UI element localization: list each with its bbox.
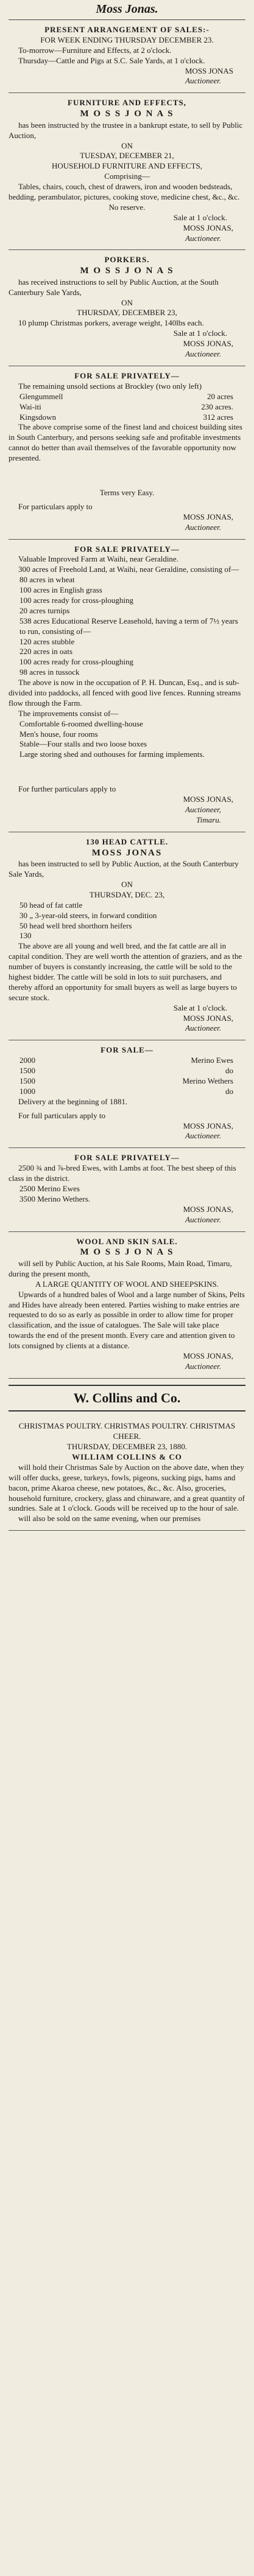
ad-auctioneer-name: WILLIAM COLLINS & CO xyxy=(72,1452,182,1462)
list-item: 3500 Merino Wethers. xyxy=(19,1194,91,1203)
cattle-list xyxy=(9,900,245,942)
ad-description: will hold their Christmas Sale by Auction on the above date, when they will offer ducks, geese, turkeys, fowls, pigeons, sucking pigs, hams and bacon, prime Akaroa cheese, new potatoes, &c., &c. Also, groceries, household furniture, crockery, glass and chinaware, and a great quantity of sundries. Sale at 1 o'clock. Goods will be received up to the hour of sale. xyxy=(9,1462,245,1513)
ad-role: Auctioneer. xyxy=(185,233,221,243)
list-item: 130 xyxy=(19,931,32,941)
ad-signature: MOSS JONAS, xyxy=(183,512,233,521)
list-item: 1500 do xyxy=(19,1066,233,1076)
improvements-list xyxy=(9,719,245,761)
list-item: 100 acres in English grass xyxy=(19,585,102,595)
ad-improvements: The improvements consist of— xyxy=(18,708,119,718)
list-item: Large storing shed and outhouses for farming implements. xyxy=(19,750,205,759)
ad-description: The above comprise some of the finest land and choicest building sites in South Canterbury, and persons seeking safe and profitable investments cannot do better than avail themselves of the favorable opportunity now presented. xyxy=(9,422,242,463)
ad-title: FOR SALE PRIVATELY— xyxy=(74,1153,180,1163)
ad-merino-sale xyxy=(9,1040,245,1148)
ad-tail: will also be sold on the same evening, when our premises xyxy=(18,1514,201,1523)
list-item: 120 acres stubble xyxy=(19,636,75,646)
lot-list xyxy=(9,392,245,423)
list-item: Kingsdown 312 acres xyxy=(19,412,233,422)
list-item: 2500 Merino Ewes xyxy=(19,1184,80,1193)
list-item: 20 acres turnips xyxy=(19,605,70,615)
ad-ewes-private xyxy=(9,1148,245,1231)
list-item: Comfortable 6-roomed dwelling-house xyxy=(19,719,143,728)
ad-particulars: For particulars apply to xyxy=(18,501,93,511)
list-item: 100 acres ready for cross-ploughing xyxy=(19,595,133,605)
ad-title: WOOL AND SKIN SALE. xyxy=(76,1236,178,1246)
ad-intro: 300 acres of Freehold Land, at Waihi, near Geraldine, consisting of— xyxy=(18,565,239,574)
ad-intro: will sell by Public Auction, at his Sale Rooms, Main Road, Timaru, during the present month, xyxy=(9,1258,232,1278)
ad-christmas-poultry xyxy=(9,1416,245,1531)
ad-description: Tables, chairs, couch, chest of drawers, iron and wooden bedsteads, bedding, perambulator, pictures, cooking stove, medicine chest, &c., &c. xyxy=(9,182,240,201)
ad-role: Auctioneer. xyxy=(185,1361,221,1371)
list-item: 80 acres in wheat xyxy=(19,575,75,585)
list-item: 2000 Merino Ewes xyxy=(19,1056,233,1065)
ad-auctioneer-name: M O S S J O N A S xyxy=(80,1247,174,1258)
ad-present-arrangement xyxy=(9,20,245,93)
ad-signature: MOSS JONAS, xyxy=(183,1013,233,1023)
ad-auctioneer-name: MOSS JONAS xyxy=(91,848,163,858)
ad-title: FOR SALE PRIVATELY— xyxy=(74,371,180,380)
ad-description: Upwards of a hundred bales of Wool and a large number of Skins, Pelts and Hides have already been entered. Parties wishing to make entries are requested to do so as early as possible in order to allow time for proper classification, and the issue of catalogues. The Sale will take place towards the end of the present month. Every care and attention given to lots consigned by clients at a distance. xyxy=(9,1289,245,1351)
masthead-collins: W. Collins and Co. xyxy=(9,1385,245,1412)
ad-comprising: Comprising— xyxy=(104,172,150,181)
ad-items: HOUSEHOLD FURNITURE AND EFFECTS, xyxy=(51,161,203,171)
list-item: 50 head of fat cattle xyxy=(19,900,83,910)
ad-title: CHRISTMAS POULTRY. CHRISTMAS POULTRY. CHRISTMAS CHEER. xyxy=(18,1421,236,1441)
ad-on: ON xyxy=(121,298,133,307)
ad-intro: has been instructed by the trustee in a bankrupt estate, to sell by Public Auction, xyxy=(9,120,243,140)
list-item: 100 acres ready for cross-ploughing xyxy=(19,657,133,667)
ad-description: The above is now in the occupation of P. H. Duncan, Esq., and is sub-divided into paddocks, all fenced with good live fences. Running streams flow through the Farm. xyxy=(9,678,241,708)
ad-porkers xyxy=(9,250,245,366)
list-item: 538 acres Educational Reserve Leasehold, having a term of 7½ years to run, consisting of— xyxy=(19,616,238,636)
ad-auctioneer-name: M O S S J O N A S xyxy=(80,266,174,276)
list-item: 50 head well bred shorthorn heifers xyxy=(19,921,132,930)
list-item: 1000 do xyxy=(19,1086,233,1096)
ad-role: Auctioneer. xyxy=(185,349,221,359)
ad-intro: has been instructed to sell by Public Auction, at the South Canterbury Sale Yards, xyxy=(9,859,239,879)
ad-date: THURSDAY, DECEMBER 23, xyxy=(77,308,177,318)
ad-subtitle: FOR WEEK ENDING THURSDAY DECEMBER 23. xyxy=(40,35,214,44)
ad-signature: MOSS JONAS, xyxy=(183,339,233,349)
ad-time: Sale at 1 o'clock. xyxy=(173,1003,227,1012)
acreage-list xyxy=(9,575,245,678)
sheep-list xyxy=(9,1056,245,1097)
ad-particulars: For further particulars apply to xyxy=(18,784,116,794)
ad-title: FURNITURE AND EFFECTS, xyxy=(68,98,186,108)
list-item: Men's house, four rooms xyxy=(19,729,98,739)
ad-waihi-farm xyxy=(9,540,245,832)
ad-role: Auctioneer. xyxy=(185,1214,221,1224)
ad-intro: has received instructions to sell by Public Auction, at the South Canterbury Sale Yards, xyxy=(9,277,219,297)
ad-terms: Terms very Easy. xyxy=(99,487,155,497)
ad-date: TUESDAY, DECEMBER 21, xyxy=(80,151,174,161)
ad-signature: MOSS JONAS xyxy=(185,66,233,75)
ad-date: THURSDAY, DECEMBER 23, 1880. xyxy=(66,1442,188,1452)
list-item: Wai-iti 230 acres. xyxy=(19,402,233,411)
ad-wool-skin xyxy=(9,1232,245,1379)
ad-title: FOR SALE PRIVATELY— xyxy=(74,544,180,554)
ad-role: Auctioneer. xyxy=(185,76,221,86)
list-item: 98 acres in tussock xyxy=(19,667,80,677)
list-item: 1500 Merino Wethers xyxy=(19,1076,233,1085)
ad-auctioneer-name: M O S S J O N A S xyxy=(80,109,174,119)
ad-date: THURSDAY, DEC. 23, xyxy=(89,889,165,899)
ad-on: ON xyxy=(121,879,133,889)
list-item: 30 „ 3-year-old steers, in forward condition xyxy=(19,910,157,920)
ad-title: FOR SALE— xyxy=(101,1045,153,1055)
list-item: Glengummell 20 acres xyxy=(19,391,233,401)
ad-signature: MOSS JONAS, xyxy=(183,795,233,804)
ad-subtitle: Valuable Improved Farm at Waihi, near Geraldine. xyxy=(18,554,178,564)
ad-title: PRESENT ARRANGEMENT OF SALES:- xyxy=(44,25,210,34)
list-item: 220 acres in oats xyxy=(19,647,73,656)
ad-particulars: For full particulars apply to xyxy=(18,1110,105,1120)
ad-title: PORKERS. xyxy=(104,255,150,265)
ad-signature: MOSS JONAS, xyxy=(183,1121,233,1130)
ad-description: 2500 ¾ and ⅞-bred Ewes, with Lambs at foot. The best sheep of this class in the district. xyxy=(9,1163,236,1183)
ad-role: Auctioneer. xyxy=(185,522,221,532)
ad-time: Sale at 1 o'clock. xyxy=(173,212,227,222)
masthead: Moss Jonas. xyxy=(9,0,245,20)
ad-delivery: Delivery at the beginning of 1881. xyxy=(18,1096,128,1106)
ad-description: 10 plump Christmas porkers, average weight, 140lbs each. xyxy=(18,318,204,328)
ad-signature: MOSS JONAS, xyxy=(183,223,233,232)
list-item: Stable—Four stalls and two loose boxes xyxy=(19,739,147,749)
ad-role: Auctioneer. xyxy=(185,1131,221,1141)
ad-description: The above are all young and well bred, and the fat cattle are all in capital condition. They are well worth the attention of graziers, and as the number of buyers is constantly increasing, the cattle will be sold to the highest bidder. The cattle will be sold in lots to suit purchasers, and thereby afford an opportunity for small buyers as well as large buyers to secure stock. xyxy=(9,941,242,1002)
ad-furniture xyxy=(9,93,245,250)
ad-intro: The remaining unsold sections at Brockley (two only left) xyxy=(18,381,202,391)
ad-on: ON xyxy=(121,141,133,150)
ad-signature: MOSS JONAS, xyxy=(183,1204,233,1214)
ad-place: Timaru. xyxy=(196,815,221,824)
ad-line: To-morrow—Furniture and Effects, at 2 o'clock. xyxy=(18,45,172,55)
ad-line: Thursday—Cattle and Pigs at S.C. Sale Yards, at 1 o'clock. xyxy=(18,55,205,65)
ad-reserve: No reserve. xyxy=(108,202,146,212)
ad-signature: MOSS JONAS, xyxy=(183,1351,233,1360)
ad-role: Auctioneer, xyxy=(185,805,221,814)
ad-cattle xyxy=(9,832,245,1041)
ad-headline: A LARGE QUANTITY OF WOOL AND SHEEPSKINS. xyxy=(35,1279,219,1289)
ad-role: Auctioneer. xyxy=(185,1023,221,1033)
ad-time: Sale at 1 o'clock. xyxy=(173,329,227,338)
ad-title: 130 HEAD CATTLE. xyxy=(85,837,169,846)
ad-brockley-sections xyxy=(9,366,245,540)
